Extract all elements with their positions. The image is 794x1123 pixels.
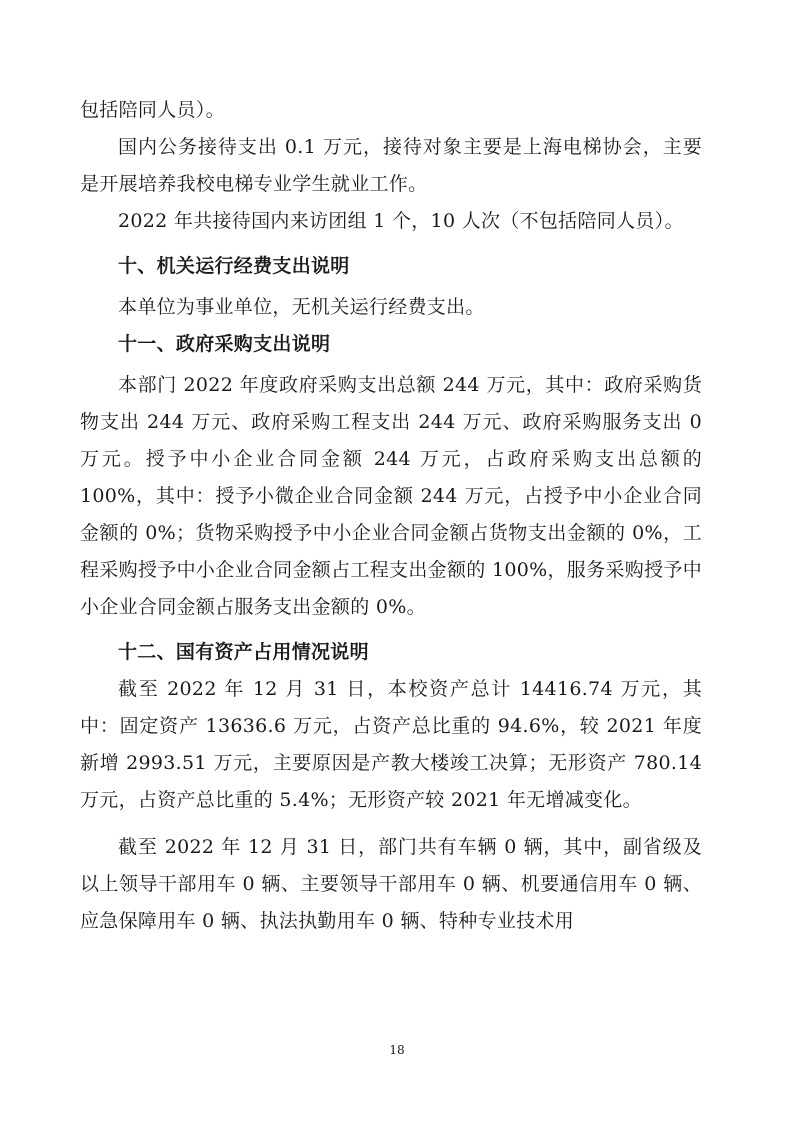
section-heading-12: 十二、国有资产占用情况说明	[118, 641, 369, 663]
section-heading-10: 十、机关运行经费支出说明	[118, 255, 350, 277]
paragraph-operating-expense: 本单位为事业单位，无机关运行经费支出。	[118, 296, 485, 318]
section-heading-11: 十一、政府采购支出说明	[118, 333, 331, 355]
paragraph-vehicles: 截至 2022 年 12 月 31 日，部门共有车辆 0 辆，其中，副省级及以上领导干部用车 0 辆、主要领导干部用车 0 辆、机要通信用车 0 辆、应急保障用车 0 辆、执法执勤用车 0 辆、特种专业技术用	[80, 836, 702, 932]
page-number: 18	[389, 1043, 405, 1057]
paragraph-visiting-groups: 2022 年共接待国内来访团组 1 个，10 人次（不包括陪同人员）。	[118, 210, 684, 232]
paragraph-procurement: 本部门 2022 年度政府采购支出总额 244 万元，其中：政府采购货物支出 244 万元、政府采购工程支出 244 万元、政府采购服务支出 0 万元。授予中小企业合同金额 244 万元，占政府采购支出总额的 100%，其中：授予小微企业合同金额 244 万元，占授予中小企业合同金额的 0%；货物采购授予中小企业合同金额占货物支出金额的 0%，工程采购授予中小企业合同金额占工程支出金额的 100%，服务采购授予中小企业合同金额占服务支出金额的 0%。	[80, 374, 702, 618]
paragraph-continuation: 包括陪同人员）。	[80, 99, 225, 121]
paragraph-reception-expense: 国内公务接待支出 0.1 万元，接待对象主要是上海电梯协会，主要是开展培养我校电梯专业学生就业工作。	[80, 136, 702, 195]
paragraph-assets: 截至 2022 年 12 月 31 日，本校资产总计 14416.74 万元，其中：固定资产 13636.6 万元，占资产总比重的 94.6%，较 2021 年度新增 2993.51 万元，主要原因是产教大楼竣工决算；无形资产 780.14 万元，占资产总比重的 5.4%；无形资产较 2021 年无增减变化。	[80, 678, 702, 811]
document-body	[80, 92, 702, 940]
